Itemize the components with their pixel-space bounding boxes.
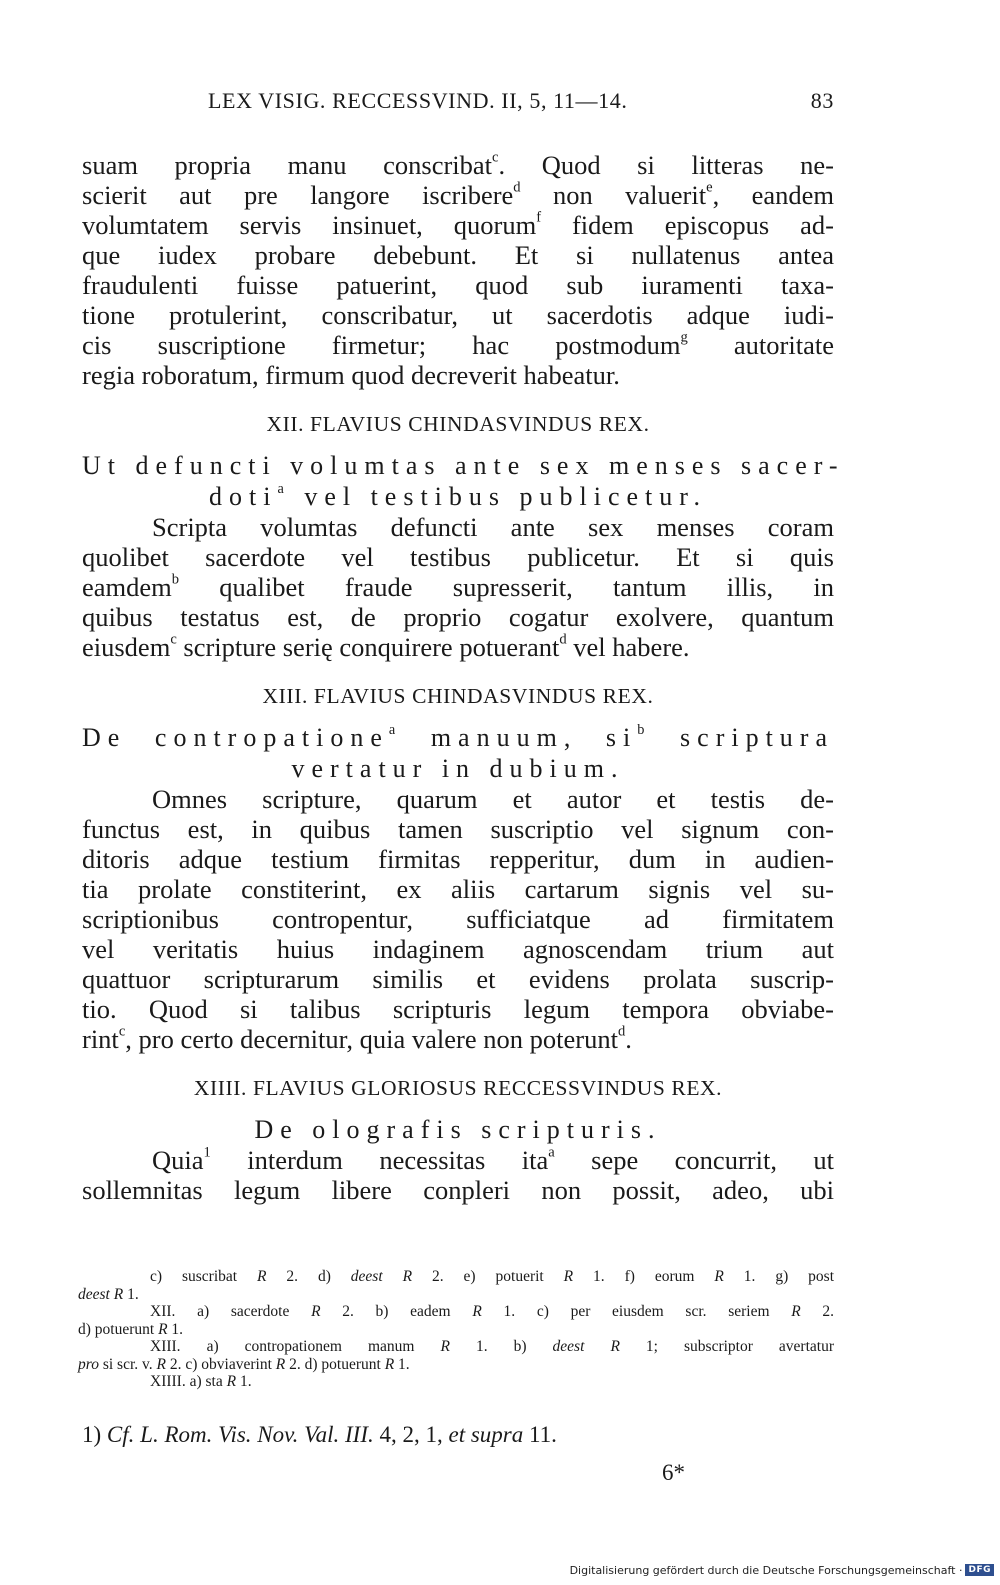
law-heading-xii: XII. FLAVIUS CHINDASVINDUS REX. (266, 412, 650, 436)
credit-text: Digitalisierung gefördert durch die Deutsche Forschungsgemeinschaft · (569, 1563, 963, 1577)
law-text-xii (82, 512, 834, 662)
text-line: XIII. a) contropationem manum R 1. b) deest R 1; subscriptor avertatur (150, 1338, 834, 1355)
text-line: d) potuerunt R 1. (78, 1320, 184, 1338)
text-line: vel veritatis huius indaginem agnoscendam trium aut (82, 934, 834, 964)
text-line: que iudex probare debebunt. Et si nullatenus antea (82, 240, 834, 270)
law-title-xiiii: De olografis scripturis. (254, 1115, 662, 1144)
text-line: tione protulerint, conscribatur, ut sacerdotis adque iudi- (82, 300, 834, 330)
law-title-xii (82, 450, 845, 512)
text-line: pro si scr. v. R 2. c) obviaverint R 2. d) potuerunt R 1. (78, 1355, 410, 1373)
dfg-logo: DFG (965, 1564, 994, 1576)
critical-apparatus (78, 1268, 834, 1391)
law-text-xiii (82, 784, 834, 1054)
main-text (82, 149, 845, 1205)
text-line: scriptionibus contropentur, sufficiatque ad firmitatem (82, 904, 834, 934)
text-line: eamdem$^b$ qualibet fraude supresserit, tantum illis, in (82, 571, 834, 602)
running-head-title: LEX VISIG. RECCESSVIND. II, 5, 11—14. (208, 88, 628, 113)
text-line: XIIII. a) sta R 1. (150, 1373, 252, 1390)
text-line: Scripta volumtas defuncti ante sex menses coram (152, 512, 834, 542)
text-line: ditoris adque testium firmitas repperitur, dum in audien- (82, 844, 834, 874)
text-line: fraudulenti fuisse patuerint, quod sub iuramenti taxa- (82, 270, 834, 300)
text-line: regia roboratum, firmum quod decreverit habeatur. (82, 360, 620, 390)
text-line: suam propria manu conscribat$^c$. Quod si litteras ne- (82, 149, 834, 180)
text-line: quolibet sacerdote vel testibus publicetur. Et si quis (82, 542, 834, 572)
text-line: quattuor scripturarum similis et evidens prolata suscrip- (82, 964, 834, 994)
signature-mark: 6* (662, 1460, 685, 1485)
text-line: Quia$^1$ interdum necessitas ita$^a$ sepe concurrit, ut (152, 1144, 834, 1175)
text-line: c) suscribat R 2. d) deest R 2. e) potuerit R 1. f) eorum R 1. g) post (150, 1268, 835, 1285)
digitization-credit (570, 1561, 994, 1579)
text-line: Omnes scripture, quarum et autor et testis de- (152, 784, 834, 814)
footnote: 1) Cf. L. Rom. Vis. Nov. Val. III. 4, 2, 1, et supra 11. (82, 1422, 557, 1447)
text-line: eiusdem$^c$ scripture serię conquirere potuerant$^d$ vel habere. (82, 631, 690, 662)
text-line: sollemnitas legum libere conpleri non possit, adeo, ubi (82, 1175, 834, 1205)
law-text-xiiii (82, 1145, 834, 1205)
text-line: XII. a) sacerdote R 2. b) eadem R 1. c) per eiusdem scr. seriem R 2. (150, 1303, 835, 1320)
text-line: vertatur in dubium. (291, 754, 625, 783)
law-heading-xiii: XIII. FLAVIUS CHINDASVINDUS REX. (262, 684, 654, 708)
text-line: functus est, in quibus tamen suscriptio vel signum con- (82, 814, 834, 844)
text-line: doti$^a$ vel testibus publicetur. (209, 480, 707, 511)
text-line: rint$^c$, pro certo decernitur, quia valere non poterunt$^d$. (82, 1023, 632, 1054)
paragraph-continuation (82, 150, 834, 390)
text-line: tio. Quod si talibus scripturis legum tempora obviabe- (82, 994, 834, 1024)
text-line: tia prolate constiterint, ex aliis cartarum signis vel su- (82, 874, 834, 904)
law-title-xiii (82, 722, 834, 784)
text-line: cis suscriptione firmetur; hac postmodum$^g$ autoritate (82, 329, 834, 360)
text-line: volumtatem servis insinuet, quorum$^f$ fidem episcopus ad- (82, 209, 834, 240)
text-line: scierit aut pre langore iscribere$^d$ non valuerit$^e$, eandem (82, 179, 834, 210)
page-number: 83 (810, 88, 834, 113)
text-line: Ut defuncti volumtas ante sex menses sacer- (82, 451, 845, 480)
text-line: De contropatione$^a$ manuum, $si^b$ scriptura (82, 721, 835, 752)
text-line: quibus testatus est, de proprio cogatur exolvere, quantum (82, 602, 834, 632)
text-line: deest R 1. (78, 1285, 139, 1303)
law-heading-xiiii: XIIII. FLAVIUS GLORIOSUS RECCESSVINDUS REX. (193, 1076, 723, 1100)
